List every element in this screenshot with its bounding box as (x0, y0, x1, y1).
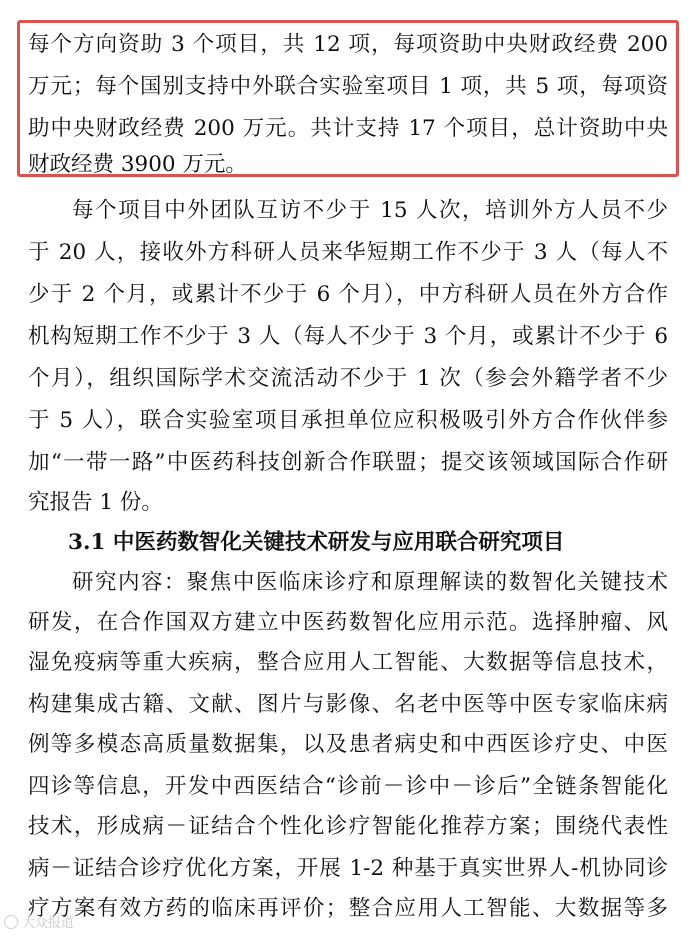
highlight-line: 财政经费 3900 万元。 (28, 152, 247, 177)
highlight-line: 每个方向资助 3 个项目，共 12 项，每项资助中央财政经费 200 (28, 32, 668, 57)
watermark-logo-icon (4, 915, 18, 929)
paragraph-line: 疗方案有效方药的临床再评价；整合应用人工智能、大数据等多 (28, 896, 668, 921)
paragraph-line: 加“一带一路”中医药科技创新合作联盟；提交该领域国际合作研 (28, 450, 668, 475)
paragraph-line: 技术，形成病－证结合个性化诊疗智能化推荐方案；围绕代表性 (28, 814, 668, 839)
paragraph-line: 个月），组织国际学术交流活动不少于 1 次（参会外籍学者不少 (28, 366, 668, 391)
paragraph-line: 例等多模态高质量数据集，以及患者病史和中西医诊疗史、中医 (28, 732, 668, 757)
paragraph-line: 四诊等信息，开发中西医结合“诊前－诊中－诊后”全链条智能化 (28, 774, 668, 799)
section-heading: 3.1 中医药数智化关键技术研发与应用联合研究项目 (68, 530, 565, 555)
paragraph-line: 研究内容：聚焦中医临床诊疗和原理解读的数智化关键技术 (72, 570, 668, 595)
watermark-text: 大众报道 (22, 916, 75, 931)
paragraph-line: 究报告 1 份。 (28, 490, 163, 515)
paragraph-line: 研发，在合作国双方建立中医药数智化应用示范。选择肿瘤、风 (28, 610, 668, 635)
watermark (4, 912, 74, 931)
paragraph-line: 湿免疫病等重大疾病，整合应用人工智能、大数据等信息技术， (28, 650, 668, 675)
paragraph-line: 每个项目中外团队互访不少于 15 人次，培训外方人员不少 (72, 198, 668, 223)
paragraph-line: 于 5 人），联合实验室项目承担单位应积极吸引外方合作伙伴参 (28, 408, 668, 433)
highlight-line: 万元；每个国别支持中外联合实验室项目 1 项，共 5 项，每项资 (28, 74, 668, 99)
highlight-line: 助中央财政经费 200 万元。共计支持 17 个项目，总计资助中央 (28, 116, 668, 141)
paragraph-line: 于 20 人，接收外方科研人员来华短期工作不少于 3 人（每人不 (28, 240, 668, 265)
paragraph-line: 病－证结合诊疗优化方案，开展 1-2 种基于真实世界人-机协同诊 (28, 856, 668, 881)
paragraph-line: 少于 2 个月，或累计不少于 6 个月），中方科研人员在外方合作 (28, 282, 668, 307)
paragraph-line: 构建集成古籍、文献、图片与影像、名老中医等中医专家临床病 (28, 692, 668, 717)
paragraph-line: 机构短期工作不少于 3 人（每人不少于 3 个月，或累计不少于 6 (28, 324, 668, 349)
